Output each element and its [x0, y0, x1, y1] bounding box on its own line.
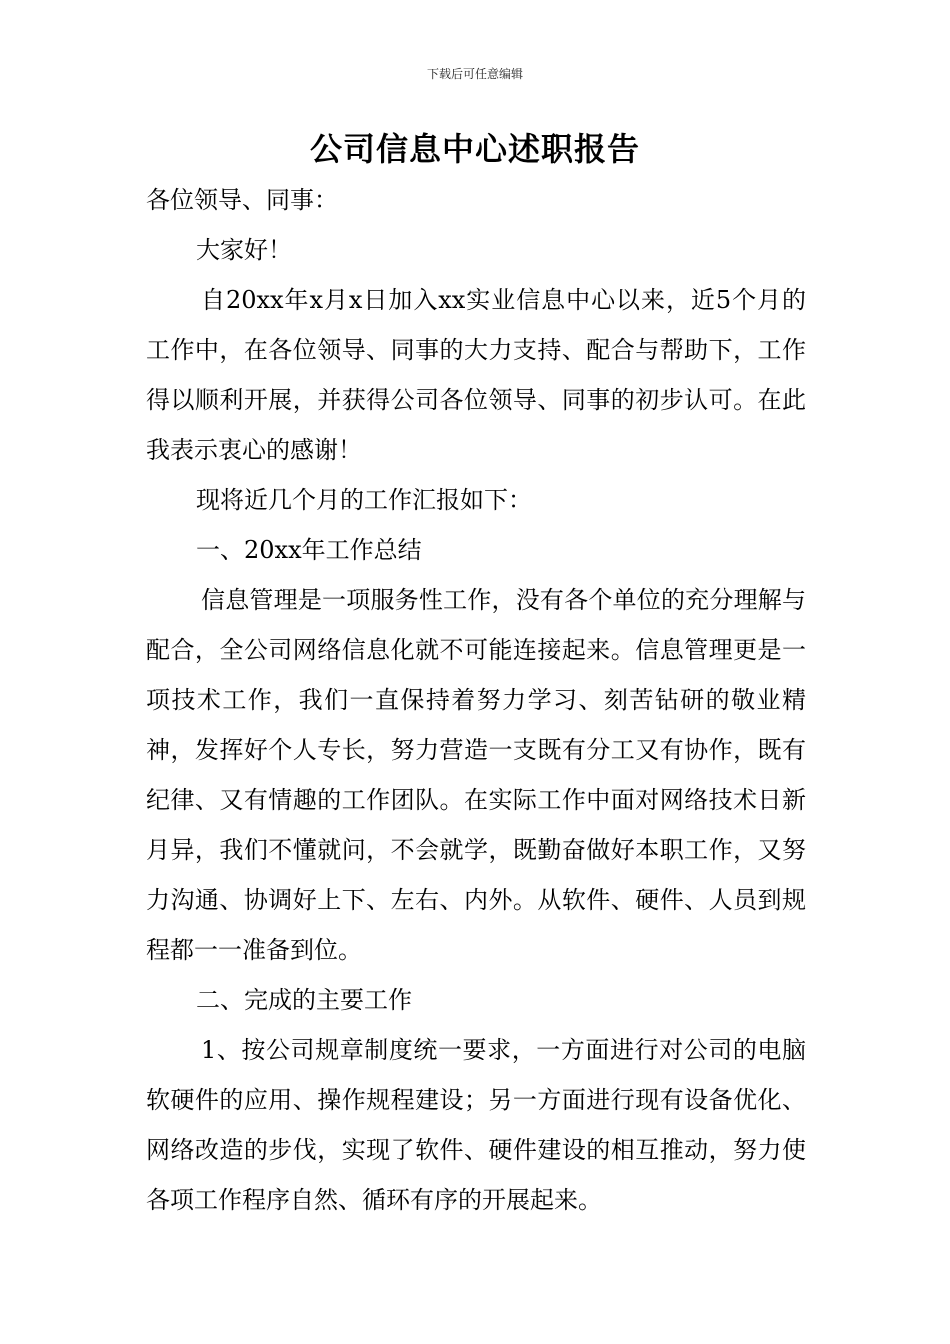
salutation: 大家好！ [196, 236, 292, 264]
summary-paragraph: 信息管理是一项服务性工作，没有各个单位的充分理解与配合，全公司网络信息化就不可能连接起来。信息管理更是一项技术工作，我们一直保持着努力学习、刻苦钻研的敬业精神，发挥好个人专长，努力营造一支既有分工又有协作，既有纪律、又有情趣的工作团队。在实际工作中面对网络技术日新月异，我们不懂就问，不会就学，既勤奋做好本职工作，又努力沟通、协调好上下、左右、内外。从软件、硬件、人员到规程都一一准备到位。 [146, 586, 806, 964]
section-heading-2: 二、完成的主要工作 [196, 986, 412, 1014]
document-title: 公司信息中心述职报告 [309, 130, 640, 168]
document-body [146, 175, 806, 1225]
greeting: 各位领导、同事： [146, 186, 338, 214]
work-item-1: 1、按公司规章制度统一要求，一方面进行对公司的电脑软硬件的应用、操作规程建设；另一方面进行现有设备优化、网络改造的步伐，实现了软件、硬件建设的相互推动，努力使各项工作程序自然、循环有序的开展起来。 [146, 1036, 806, 1214]
intro-paragraph: 自20xx年x月x日加入xx实业信息中心以来，近5个月的工作中，在各位领导、同事的大力支持、配合与帮助下，工作得以顺利开展，并获得公司各位领导、同事的初步认可。在此我表示衷心的感谢！ [146, 286, 806, 464]
section-heading-1: 一、20xx年工作总结 [196, 536, 422, 564]
report-lead: 现将近几个月的工作汇报如下： [196, 486, 532, 514]
header-note: 下载后可任意编辑 [426, 67, 523, 81]
